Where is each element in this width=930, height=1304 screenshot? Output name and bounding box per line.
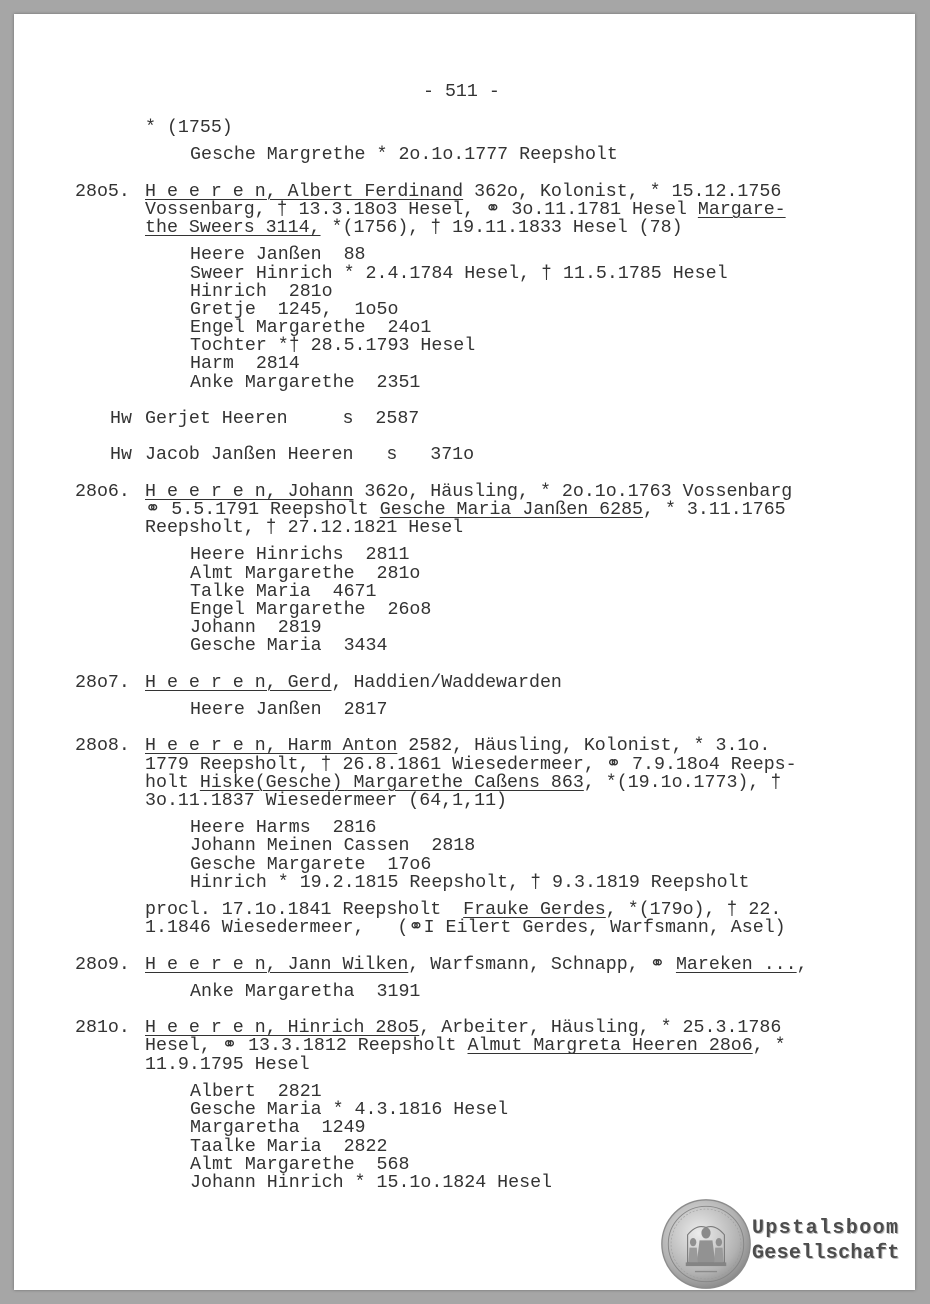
child-line — [0, 837, 930, 855]
entry-text: , Warfsmann, Schnapp, ⚭ — [408, 954, 676, 975]
child-line — [0, 301, 930, 319]
spouse-name: Hiske(Gesche) Margarethe Caßens 863 — [199, 772, 584, 793]
entry-text: 3o.11.1837 Wiesedermeer (64,1,11) — [145, 790, 508, 811]
note-line — [0, 919, 930, 937]
spouse-name: Frauke Gerdes — [463, 900, 606, 921]
child-text: Gesche Maria 3434 — [190, 636, 388, 657]
child-line — [0, 337, 930, 355]
child-text: Almt Margarethe 568 — [190, 1154, 410, 1175]
child-line — [0, 546, 930, 564]
note-line — [0, 901, 930, 919]
entry-line — [0, 774, 930, 792]
child-text: Hinrich * 19.2.1815 Reepsholt, † 9.3.1819 Reepsholt — [190, 872, 750, 893]
entry-line — [0, 501, 930, 519]
entry-line — [0, 1037, 930, 1055]
entry-text: 2582, Häusling, Kolonist, * 3.1o. — [397, 736, 771, 757]
child-text: Johann Hinrich * 15.1o.1824 Hesel — [190, 1172, 553, 1193]
child-line — [0, 1119, 930, 1137]
entry-text: , — [796, 954, 808, 975]
logo-title-line1: Upstalsboom — [752, 1217, 900, 1240]
child-line — [0, 983, 930, 1001]
entry-text: 362o, Kolonist, * 15.12.1756 — [463, 181, 782, 202]
child-line — [0, 283, 930, 301]
entry-text: , Haddien/Waddewarden — [331, 672, 562, 693]
child-line — [0, 874, 930, 892]
entry-name: H e e r e n, Jann Wilken — [145, 954, 409, 975]
entry-heading-line — [0, 737, 930, 755]
child-text: Engel Margarethe 26o8 — [190, 599, 432, 620]
child-text: Albert 2821 — [190, 1081, 322, 1102]
child-text: Heere Harms 2816 — [190, 818, 377, 839]
child-text: Johann 2819 — [190, 618, 322, 639]
child-line — [0, 1101, 930, 1119]
child-line — [0, 374, 930, 392]
note-text: , *(179o), † 22. — [605, 900, 782, 921]
hw-label: Hw — [110, 409, 132, 429]
child-line — [0, 619, 930, 637]
hw-text: Jacob Janßen Heeren s 371o — [145, 445, 475, 466]
entry-name: H e e r e n, Gerd — [145, 672, 332, 693]
child-line — [0, 1174, 930, 1192]
entry-text: Hesel, ⚭ 13.3.1812 Reepsholt — [145, 1036, 468, 1057]
spouse-name: the Sweers 3114, — [145, 218, 321, 239]
child-text: Gesche Margarete 17o6 — [190, 854, 432, 875]
child-line — [0, 265, 930, 283]
note-text: procl. 17.1o.1841 Reepsholt — [145, 900, 464, 921]
child-line — [0, 246, 930, 264]
entry-text: 1779 Reepsholt, † 26.8.1861 Wiesedermeer, ⚭ 7.9.18o4 Reeps- — [145, 754, 797, 775]
entry-text: , * 3.11.1765 — [643, 499, 786, 520]
intro-child-line — [0, 146, 930, 164]
entry-text: , * — [752, 1036, 786, 1057]
entry-name: H e e r e n, Harm Anton — [145, 736, 398, 757]
genealogy-text — [0, 119, 930, 1192]
intro-text: * (1755) — [145, 118, 233, 138]
page-number: - 511 - — [423, 82, 500, 102]
entry-heading-line — [0, 1019, 930, 1037]
child-line — [0, 565, 930, 583]
entry-line — [0, 519, 930, 537]
spouse-name: Gesche Maria Janßen 6285 — [379, 499, 644, 520]
child-line — [0, 601, 930, 619]
entry-number: 28o5. — [75, 181, 130, 202]
child-line — [0, 319, 930, 337]
entry-line — [0, 1056, 930, 1074]
entry-text: 11.9.1795 Hesel — [145, 1054, 310, 1075]
entry-number: 28o8. — [75, 736, 130, 757]
entry-number: 28o6. — [75, 481, 130, 502]
child-text: Anke Margaretha 3191 — [190, 981, 421, 1002]
child-text: Sweer Hinrich * 2.4.1784 Hesel, † 11.5.1785 Hesel — [190, 263, 728, 284]
entry-text: Vossenbarg, † 13.3.18o3 Hesel, ⚭ 3o.11.1781 Hesel — [145, 199, 698, 220]
child-line — [0, 819, 930, 837]
entry-number: 281o. — [75, 1018, 130, 1039]
entry-line — [0, 792, 930, 810]
hw-text: Gerjet Heeren s 2587 — [145, 409, 420, 429]
child-text: Hinrich 281o — [190, 281, 333, 302]
child-line — [0, 1156, 930, 1174]
entry-text: ⚭ 5.5.1791 Reepsholt — [145, 499, 380, 520]
child-line — [0, 1083, 930, 1101]
entry-text: , Arbeiter, Häusling, * 25.3.1786 — [419, 1018, 782, 1039]
child-text: Heere Hinrichs 2811 — [190, 545, 410, 566]
child-text: Engel Margarethe 24o1 — [190, 318, 432, 339]
entry-number: 28o9. — [75, 954, 130, 975]
entry-name: H e e r e n, Hinrich 28o5 — [145, 1018, 420, 1039]
spouse-name: Mareken ... — [675, 954, 797, 975]
child-line — [0, 1138, 930, 1156]
child-text: Margaretha 1249 — [190, 1118, 366, 1139]
child-line — [0, 701, 930, 719]
spouse-name: Margare- — [697, 199, 786, 220]
entry-text: 362o, Häusling, * 2o.1o.1763 Vossenbarg — [353, 481, 793, 502]
child-text: Heere Janßen 88 — [190, 245, 366, 266]
child-text: Harm 2814 — [190, 354, 300, 375]
entry-line — [0, 756, 930, 774]
child-text: Almt Margarethe 281o — [190, 563, 421, 584]
child-line — [0, 856, 930, 874]
child-text: Anke Margarethe 2351 — [190, 372, 421, 393]
intro-text: Gesche Margrethe * 2o.1o.1777 Reepsholt — [190, 145, 618, 166]
child-text: Gesche Maria * 4.3.1816 Hesel — [190, 1100, 509, 1121]
entry-line — [0, 201, 930, 219]
hw-line — [0, 410, 930, 428]
entry-name: H e e r e n, Albert Ferdinand — [145, 181, 464, 202]
child-text: Tochter *† 28.5.1793 Hesel — [190, 336, 476, 357]
intro-line — [0, 119, 930, 137]
child-line — [0, 355, 930, 373]
entry-text: Reepsholt, † 27.12.1821 Hesel — [145, 518, 464, 539]
child-line — [0, 583, 930, 601]
entry-name: H e e r e n, Johann — [145, 481, 354, 502]
seal-emblem-icon — [660, 1198, 752, 1290]
hw-label: Hw — [110, 445, 132, 466]
child-text: Johann Meinen Cassen 2818 — [190, 836, 476, 857]
entry-heading-line — [0, 674, 930, 692]
entry-heading-line — [0, 483, 930, 501]
note-text: 1.1846 Wiesedermeer, (⚭I Eilert Gerdes, Warfsmann, Asel) — [145, 918, 786, 939]
logo-title-line2: Gesellschaft — [752, 1242, 900, 1265]
spouse-name: Almut Margreta Heeren 28o6 — [467, 1036, 753, 1057]
entry-text: holt — [145, 772, 200, 793]
child-text: Gretje 1245, 1o5o — [190, 299, 399, 320]
entry-heading-line — [0, 956, 930, 974]
hw-line — [0, 446, 930, 464]
entry-text: , *(19.1o.1773), † — [583, 772, 782, 793]
entry-text: *(1756), † 19.11.1833 Hesel (78) — [320, 218, 683, 239]
child-line — [0, 637, 930, 655]
entry-heading-line — [0, 183, 930, 201]
entry-line — [0, 219, 930, 237]
child-text: Talke Maria 4671 — [190, 581, 377, 602]
child-text: Heere Janßen 2817 — [190, 700, 388, 720]
entry-number: 28o7. — [75, 672, 130, 693]
child-text: Taalke Maria 2822 — [190, 1136, 388, 1157]
